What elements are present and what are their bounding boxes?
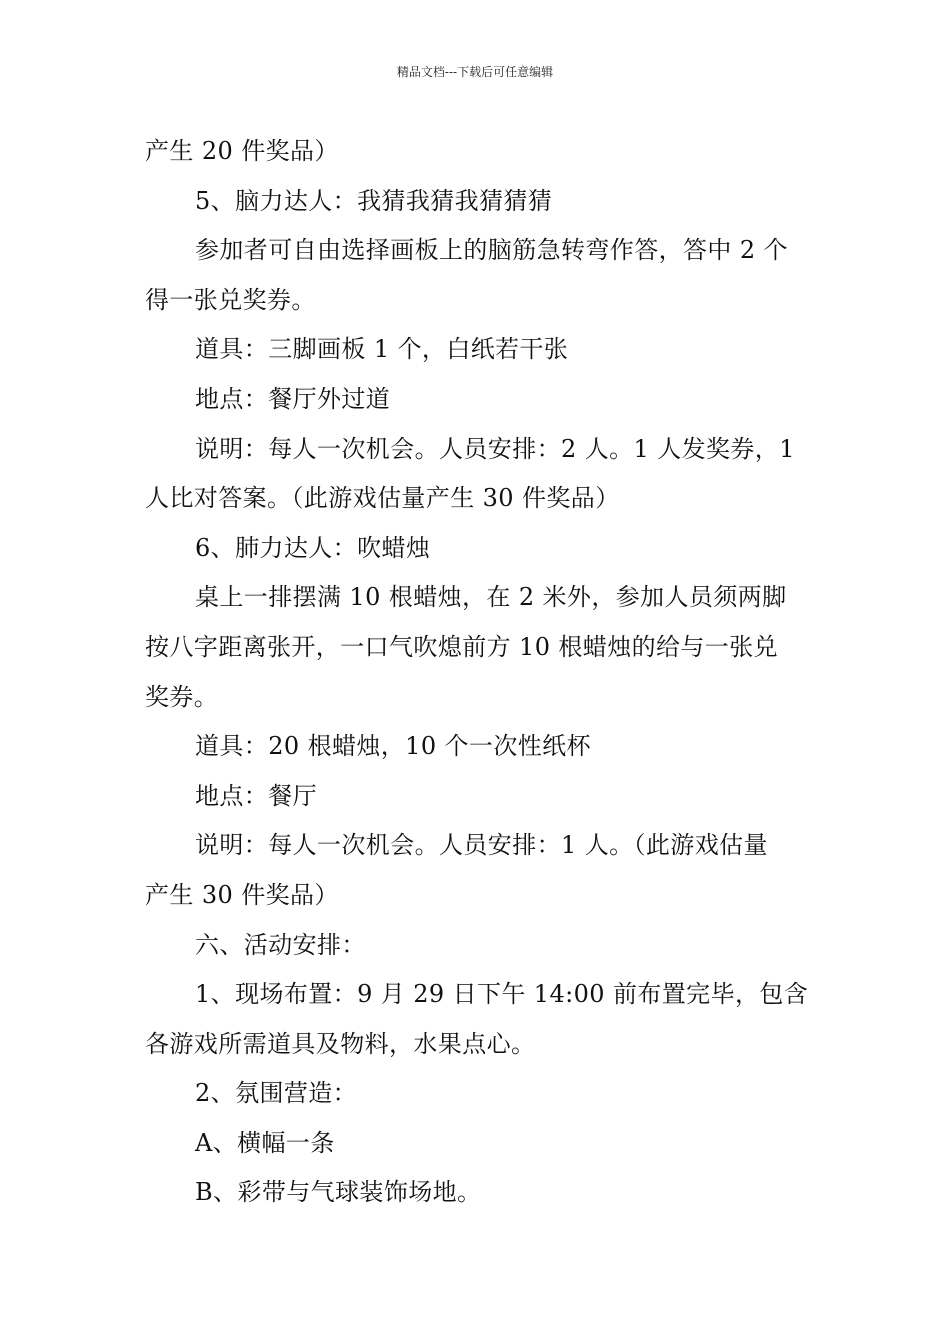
text-line: 各游戏所需道具及物料，水果点心。: [145, 1029, 536, 1058]
text-line: 1、现场布置：9 月 29 日下午 14:00 前布置完毕，包含: [195, 980, 809, 1009]
text-line: 道具：20 根蜡烛，10 个一次性纸杯: [195, 732, 591, 761]
text-line: 道具：三脚画板 1 个，白纸若干张: [195, 335, 569, 364]
text-line: 桌上一排摆满 10 根蜡烛，在 2 米外，参加人员须两脚: [195, 583, 787, 612]
text-line: 奖券。: [145, 682, 219, 711]
text-line: B、彩带与气球装饰场地。: [195, 1178, 482, 1207]
text-line: 人比对答案。（此游戏估量产生 30 件奖品）: [145, 484, 620, 513]
text-line: 6、肺力达人：吹蜡烛: [195, 533, 431, 562]
text-line: A、横幅一条: [195, 1128, 335, 1157]
text-line: 5、脑力达人：我猜我猜我猜猜猜: [195, 186, 553, 215]
text-line: 得一张兑奖券。: [145, 285, 316, 314]
text-line: 说明：每人一次机会。人员安排：2 人。1 人发奖券，1: [195, 434, 795, 463]
text-line: 产生 20 件奖品）: [145, 137, 339, 165]
text-line: 地点：餐厅外过道: [195, 384, 391, 413]
text-line: 地点：餐厅: [195, 781, 317, 810]
text-line: 参加者可自由选择画板上的脑筋急转弯作答，答中 2 个: [195, 236, 788, 265]
page-header: 精品文档---下载后可任意编辑: [396, 65, 554, 79]
text-line: 按八字距离张开，一口气吹熄前方 10 根蜡烛的给与一张兑: [145, 632, 778, 661]
text-line: 产生 30 件奖品）: [145, 880, 339, 909]
text-line: 六、活动安排：: [195, 930, 366, 959]
text-line: 说明：每人一次机会。人员安排：1 人。（此游戏估量: [195, 831, 768, 860]
document-body: [145, 127, 810, 1218]
text-line: 2、氛围营造：: [195, 1079, 358, 1108]
